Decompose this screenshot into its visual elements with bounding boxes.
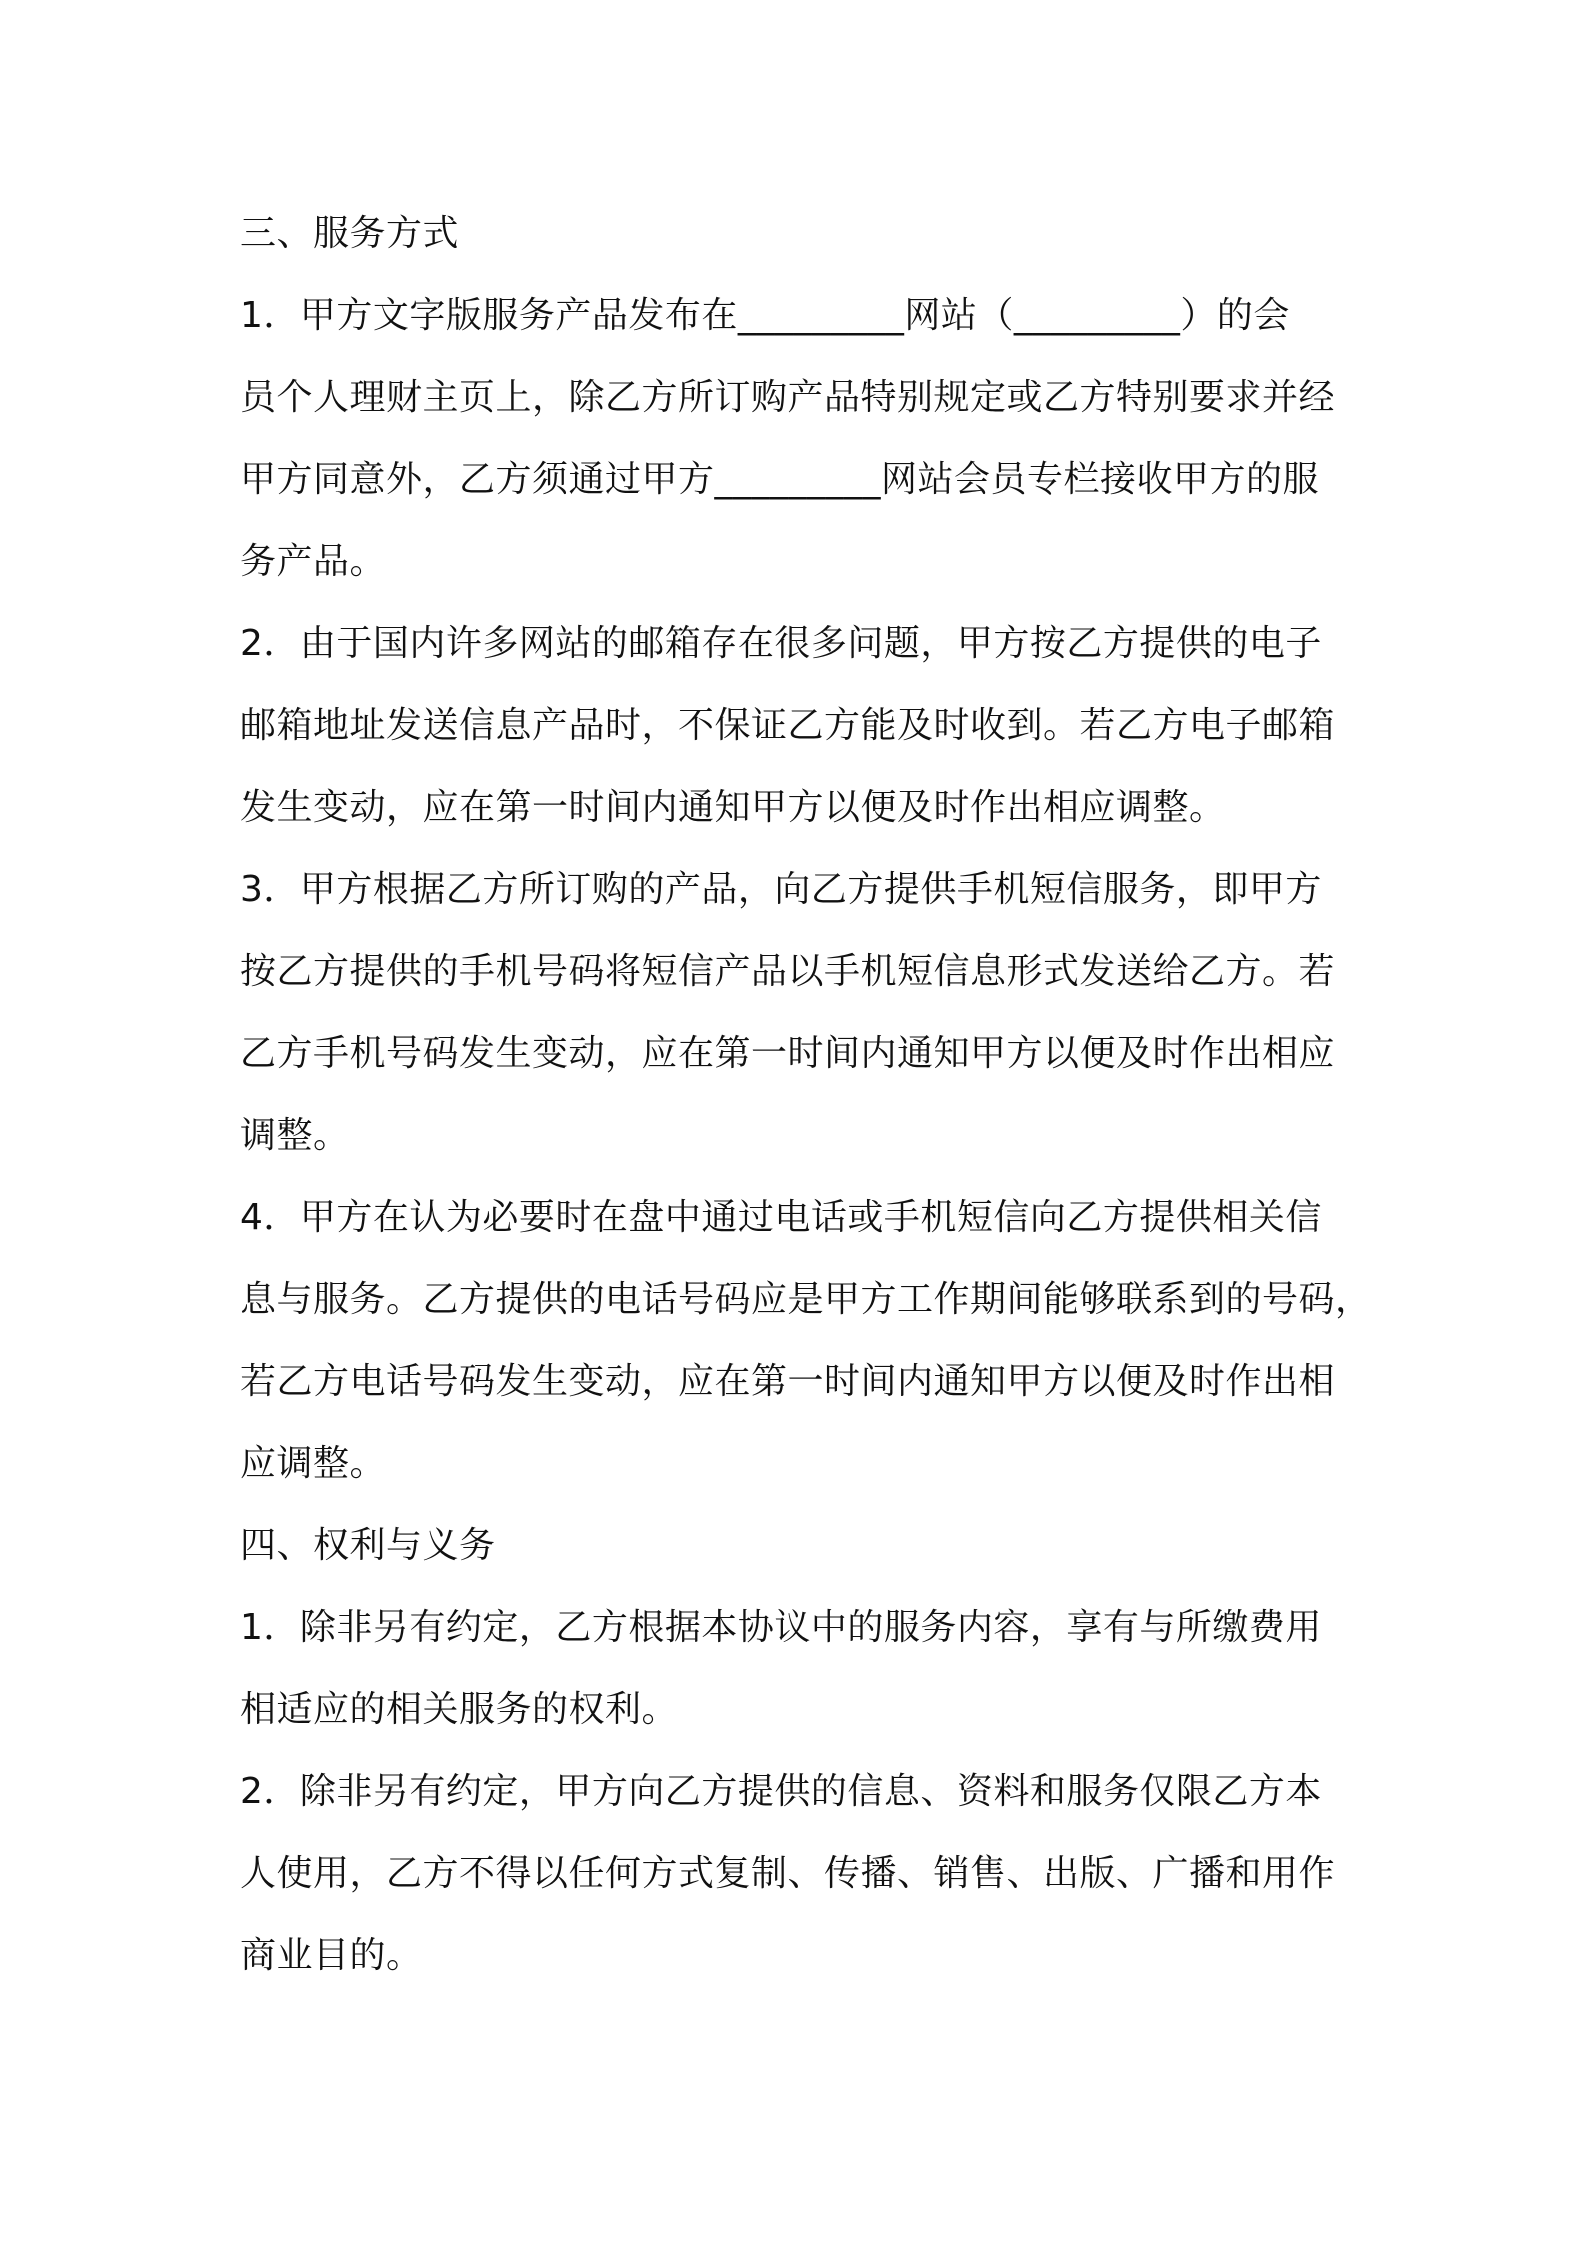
text-line: 息与服务。乙方提供的电话号码应是甲方工作期间能够联系到的号码， [240,1279,1372,1320]
section-heading-service-method: 三、服务方式 [240,213,460,254]
text-line: 乙方手机号码发生变动，应在第一时间内通知甲方以便及时作出相应 [240,1033,1336,1074]
text-line: 调整。 [240,1115,350,1156]
text-line: 按乙方提供的手机号码将短信产品以手机短信息形式发送给乙方。若 [240,951,1336,992]
text-line: 2．由于国内许多网站的邮箱存在很多问题，甲方按乙方提供的电子 [240,623,1322,664]
section-heading-rights-obligations: 四、权利与义务 [240,1525,496,1566]
text-line: 甲方同意外，乙方须通过甲方_________网站会员专栏接收甲方的服 [240,459,1320,500]
text-line: 3．甲方根据乙方所订购的产品，向乙方提供手机短信服务，即甲方 [240,869,1322,910]
text-line: 若乙方电话号码发生变动，应在第一时间内通知甲方以便及时作出相 [240,1361,1336,1402]
text-line: 2．除非另有约定，甲方向乙方提供的信息、资料和服务仅限乙方本 [240,1771,1322,1812]
text-line: 4．甲方在认为必要时在盘中通过电话或手机短信向乙方提供相关信 [240,1197,1322,1238]
text-line: 邮箱地址发送信息产品时，不保证乙方能及时收到。若乙方电子邮箱 [240,705,1336,746]
text-line: 员个人理财主页上，除乙方所订购产品特别规定或乙方特别要求并经 [240,377,1336,418]
text-line: 商业目的。 [240,1935,423,1976]
text-line: 应调整。 [240,1443,387,1484]
text-line: 1．除非另有约定，乙方根据本协议中的服务内容，享有与所缴费用 [240,1607,1322,1648]
text-line: 人使用，乙方不得以任何方式复制、传播、销售、出版、广播和用作 [240,1853,1336,1894]
text-line: 发生变动，应在第一时间内通知甲方以便及时作出相应调整。 [240,787,1226,828]
text-line: 相适应的相关服务的权利。 [240,1689,679,1730]
text-line: 务产品。 [240,541,387,582]
text-line: 1．甲方文字版服务产品发布在_________网站（_________）的会 [240,295,1290,336]
document-body [240,193,1372,1997]
